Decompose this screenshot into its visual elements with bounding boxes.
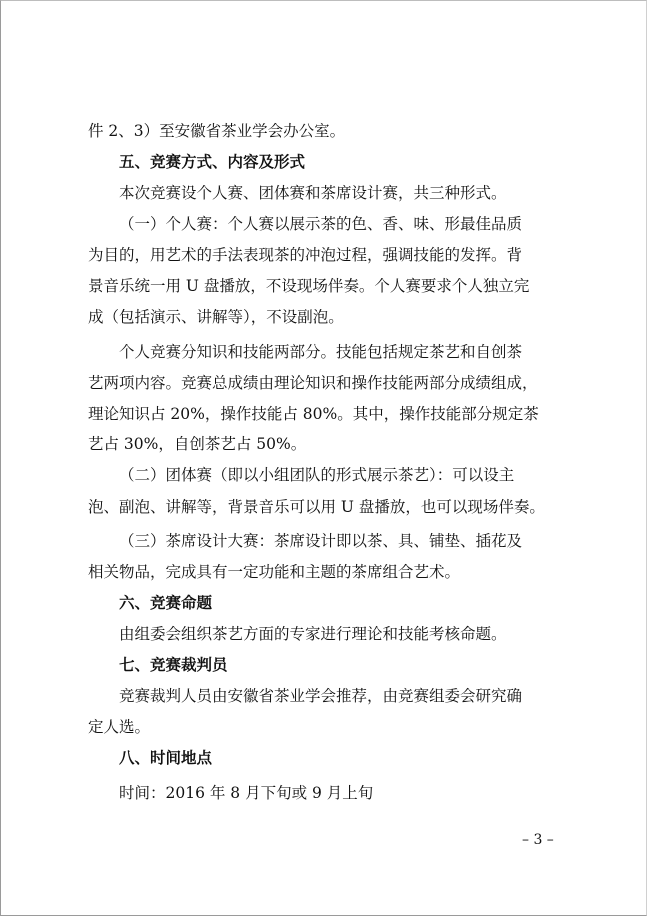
paragraph-line: 竞赛裁判人员由安徽省茶业学会推荐，由竞赛组委会研究确 [119, 687, 523, 705]
section-heading: 八、时间地点 [119, 749, 213, 767]
paragraph-line: 艺两项内容。竞赛总成绩由理论知识和操作技能两部分成绩组成， [88, 374, 538, 392]
paragraph-line: 时间：2016 年 8 月下旬或 9 月上旬 [119, 784, 374, 802]
paragraph-line: 件 2、3）至安徽省茶业学会办公室。 [88, 122, 346, 140]
paragraph-line: 相关物品，完成具有一定功能和主题的茶席组合艺术。 [88, 563, 461, 581]
section-heading: 六、竞赛命题 [119, 594, 213, 612]
paragraph-line: 理论知识占 20%，操作技能占 80%。其中，操作技能部分规定茶 [88, 405, 539, 423]
paragraph-line: 为目的，用艺术的手法表现茶的冲泡过程，强调技能的发挥。背 [88, 246, 523, 264]
paragraph-line: 艺占 30%，自创茶艺占 50%。 [88, 435, 307, 453]
paragraph-line: 本次竞赛设个人赛、团体赛和茶席设计赛，共三种形式。 [119, 184, 507, 202]
section-heading: 五、竞赛方式、内容及形式 [119, 153, 306, 171]
page-number: – 3 – [522, 832, 554, 848]
section-heading: 七、竞赛裁判员 [119, 656, 228, 674]
paragraph-line: 个人竞赛分知识和技能两部分。技能包括规定茶艺和自创茶 [119, 343, 523, 361]
paragraph-line: 泡、副泡、讲解等，背景音乐可以用 U 盘播放，也可以现场伴奏。 [88, 498, 545, 516]
paragraph-line: 景音乐统一用 U 盘播放，不设现场伴奏。个人赛要求个人独立完 [88, 277, 530, 295]
paragraph-line: 由组委会组织茶艺方面的专家进行理论和技能考核命题。 [119, 625, 507, 643]
paragraph-line: （三）茶席设计大赛：茶席设计即以茶、具、铺垫、插花及 [119, 532, 523, 550]
paragraph-line: （一）个人赛：个人赛以展示茶的色、香、味、形最佳品质 [119, 215, 523, 233]
paragraph-line: 定人选。 [88, 718, 151, 736]
paragraph-line: （二）团体赛（即以小组团队的形式展示茶艺）：可以设主 [119, 466, 515, 484]
paragraph-line: 成（包括演示、讲解等），不设副泡。 [88, 308, 344, 326]
